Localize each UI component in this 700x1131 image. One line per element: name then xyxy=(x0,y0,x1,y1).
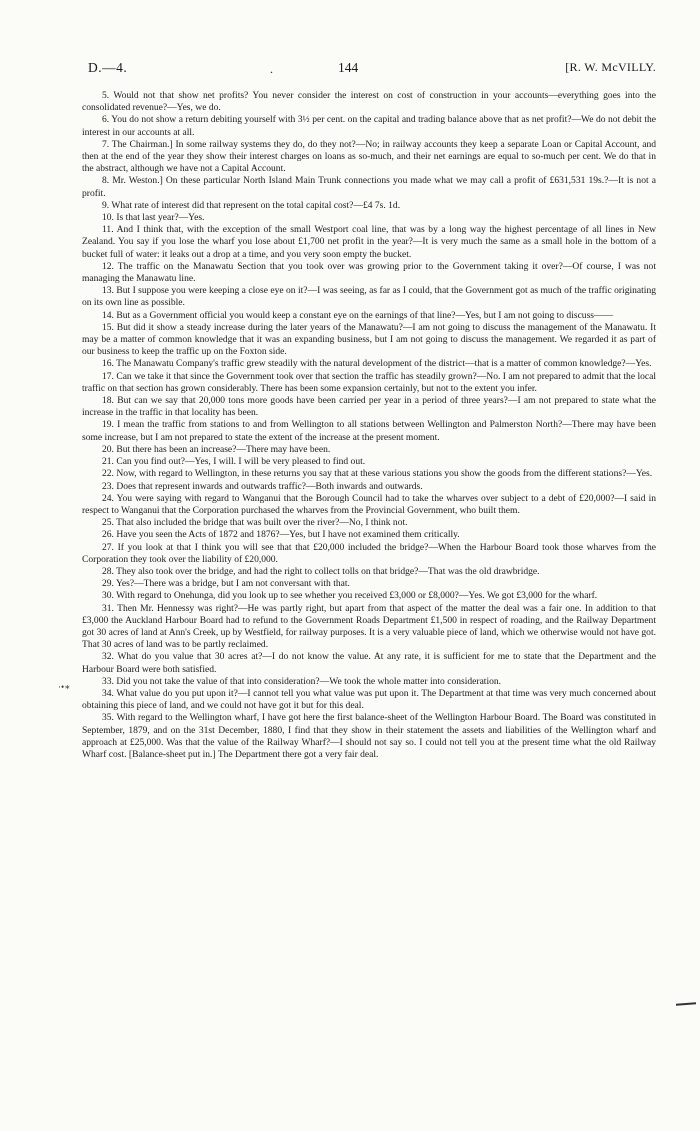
paragraph-16: 16. The Manawatu Company's traffic grew steadily with the natural development of the district—that is a matter of common knowledge?—Yes. xyxy=(102,358,652,370)
paragraph-15: 15. But did it show a steady increase during the later years of the Manawatu?—I am not going to discuss the management of the Manawatu. It may be a matter of common knowledge that it was an expanding business, but I am not going to discuss the management. We regarded it as part of our business to keep the traffic up on the Foxton side. xyxy=(82,321,656,358)
paragraph-27: 27. If you look at that I think you will see that that £20,000 included the bridge?—When the Harbour Board took those wharves from the Corporation they took over the liability of £20,000. xyxy=(82,541,656,565)
transcript-body xyxy=(82,90,656,761)
document-page xyxy=(82,60,656,761)
paragraph-14: 14. But as a Government official you would keep a constant eye on the earnings of that line?—Yes, but I am not going to discuss—— xyxy=(102,309,614,321)
paragraph-32: 32. What do you value that 30 acres at?—I do not know the value. At any rate, it is sufficient for me to state that the Department and the Harbour Board were both satisfied. xyxy=(82,651,656,675)
page-number: 144 xyxy=(338,60,359,75)
paragraph-8: 8. Mr. Weston.] On these particular North Island Main Trunk connections you made what we may call a profit of £631,531 19s.?—It is not a profit. xyxy=(82,175,656,199)
paragraph-22: 22. Now, with regard to Wellington, in these returns you say that at these various stations you show the goods from the different stations?—Yes. xyxy=(102,468,653,480)
paragraph-24: 24. You were saying with regard to Wanganui that the Borough Council had to take the wharves over subject to a debt of £20,000?—I said in respect to Wanganui that the Corporation purchased the wharves from the Provincial Government, who built them. xyxy=(82,492,656,516)
margin-mark-right xyxy=(676,1002,696,1005)
paragraph-35: 35. With regard to the Wellington wharf, I have got here the first balance-sheet of the Wellington Harbour Board. The Board was constituted in September, 1879, and on the 31st December, 1880, I find that they show in their statement the assets and liabilities of the Wellington wharf and approach at £25,000. Was that the value of the Railway Wharf?—I should not say so. I could not tell you at the present time what the old Railway Wharf cost. [Balance-sheet put in.] The Department there got a very fair deal. xyxy=(82,712,656,760)
paragraph-7: 7. The Chairman.] In some railway systems they do, do they not?—No; in railway accounts they keep a separate Loan or Capital Account, and then at the end of the year they show their interest charges on loans as so-much, and their net earnings are equal to so-much per cent. We do that in the abstract, although we have not a Capital Account. xyxy=(82,138,656,175)
paragraph-10: 10. Is that last year?—Yes. xyxy=(102,212,205,224)
paragraph-21: 21. Can you find out?—Yes, I will. I will be very pleased to find out. xyxy=(102,456,366,468)
paragraph-26: 26. Have you seen the Acts of 1872 and 1876?—Yes, but I have not examined them critically. xyxy=(102,529,460,541)
paragraph-20: 20. But there has been an increase?—There may have been. xyxy=(102,443,331,455)
paragraph-18: 18. But can we say that 20,000 tons more goods have been carried per year in a period of three years?—I am not prepared to state what the increase in the traffic in that locality has been. xyxy=(82,395,656,419)
paragraph-28: 28. They also took over the bridge, and had the right to collect tolls on that bridge?—That was the old drawbridge. xyxy=(102,565,540,577)
paragraph-6: 6. You do not show a return debiting yourself with 3½ per cent. on the capital and trading balance above that as net profit?—We do not debit the interest in our accounts at all. xyxy=(82,114,656,138)
paragraph-25: 25. That also included the bridge that was built over the river?—No, I think not. xyxy=(102,517,408,529)
paragraph-5: 5. Would not that show net profits? You never consider the interest on cost of construction in your accounts—everything goes into the consolidated revenue?—Yes, we do. xyxy=(82,90,656,114)
paragraph-34: 34. What value do you put upon it?—I cannot tell you what value was put upon it. The Department at that time was very much concerned about obtaining this piece of land, and we could not have got it but for this deal. xyxy=(82,687,656,712)
paragraph-9: 9. What rate of interest did that represent on the total capital cost?—£4 7s. 1d. xyxy=(102,199,401,211)
document-reference: D.—4. xyxy=(88,60,128,75)
paragraph-31: 31. Then Mr. Hennessy was right?—He was partly right, but apart from that aspect of the matter the deal was a fair one. In addition to that £3,000 the Auckland Harbour Board had to refund to the Government Roads Department £1,500 in respect of roading, and the Railway Department got 30 acres of land at Ann's Creek, up by Westfield, for railway purposes. It is a very valuable piece of land, which we otherwise would not have got. That 30 acres of land was to be partly reclaimed. xyxy=(82,602,656,651)
paragraph-29: 29. Yes?—There was a bridge, but I am not conversant with that. xyxy=(102,578,350,590)
page-header xyxy=(82,60,656,82)
header-dot: . xyxy=(270,62,273,76)
margin-mark-left: ·•∗ xyxy=(58,682,71,692)
paragraph-30: 30. With regard to Onehunga, did you look up to see whether you received £3,000 or £8,000?—Yes. We got £3,000 for the wharf. xyxy=(102,590,598,602)
paragraph-13: 13. But I suppose you were keeping a close eye on it?—I was seeing, as far as I could, that the Government got as much of the traffic originating on its own line as possible. xyxy=(82,285,656,309)
paragraph-12: 12. The traffic on the Manawatu Section that you took over was growing prior to the Government taking it over?—Of course, I was not managing the Manawatu line. xyxy=(82,260,656,285)
paragraph-17: 17. Can we take it that since the Government took over that section the traffic has steadily grown?—No. I am not prepared to admit that the local traffic on that section has grown considerably. There has been some expansion certainly, but not to the extent you infer. xyxy=(82,370,656,394)
paragraph-23: 23. Does that represent inwards and outwards traffic?—Both inwards and outwards. xyxy=(102,480,423,492)
paragraph-11: 11. And I think that, with the exception of the small Westport coal line, that was by a long way the highest percentage of all lines in New Zealand. You say if you lose the wharf you lose about £1,700 net profit in the year?—It is very much the same as a small hole in the bottom of a bucket full of water: it leaks out a drop at a time, and you very soon empty the bucket. xyxy=(82,224,656,260)
paragraph-19: 19. I mean the traffic from stations to and from Wellington to all stations between Wellington and Palmerston North?—There may have been some increase, but I am not prepared to state the extent of the increase at the present moment. xyxy=(82,419,656,443)
witness-name: [R. W. McVILLY. xyxy=(565,60,656,74)
paragraph-33: 33. Did you not take the value of that into consideration?—We took the whole matter into consideration. xyxy=(102,675,502,687)
